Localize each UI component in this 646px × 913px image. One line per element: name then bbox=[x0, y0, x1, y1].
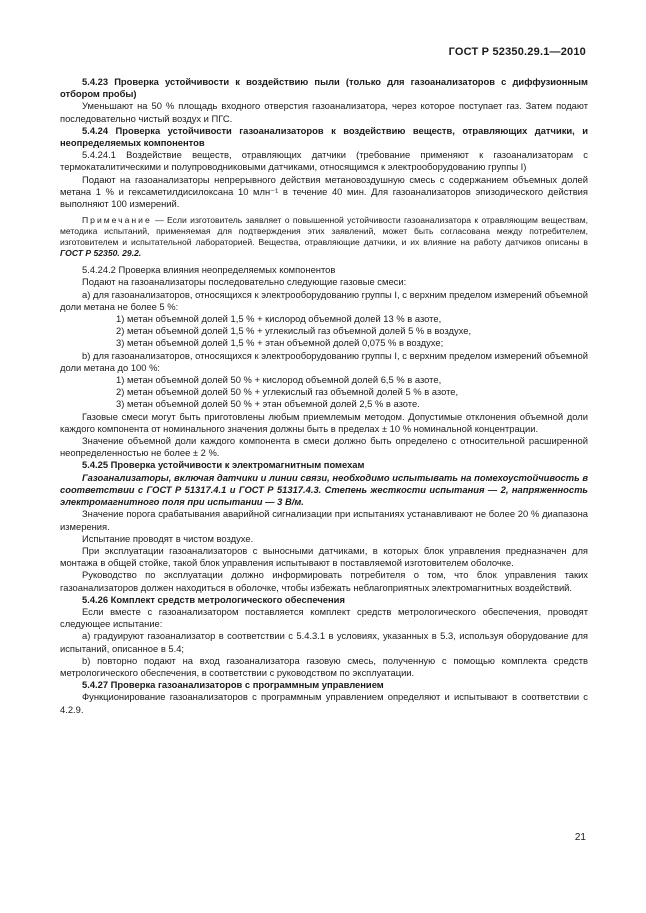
paragraph: Уменьшают на 50 % площадь входного отверстия газоанализатора, через которое поступает газ. Затем подают последовательно чистый воздух и ПГС. bbox=[60, 100, 588, 124]
paragraph: а) градуируют газоанализатор в соответствии с 5.4.3.1 в условиях, указанных в 5.3, используя оборудование для испытаний, описанное в 5.4; bbox=[60, 630, 588, 654]
note-paragraph bbox=[60, 215, 588, 259]
paragraph: Подают на газоанализаторы непрерывного действия метановоздушную смесь с содержанием объемных долей метана 1 % и гексаметилдисилоксана 10 млн⁻¹ в течение 40 мин. Для газоанализаторов эпизодического действия выполняют 100 измерений. bbox=[60, 173, 588, 210]
list-item: 2) метан объемной долей 1,5 % + углекислый газ объемной долей 5 % в воздухе, bbox=[116, 325, 472, 337]
list-item: 1) метан объемной долей 50 % + кислород объемной долей 6,5 % в азоте, bbox=[116, 374, 442, 386]
list-item: 2) метан объемной долей 50 % + углекислый газ объемной долей 5 % в азоте, bbox=[116, 386, 459, 398]
paragraph: b) повторно подают на вход газоанализатора газовую смесь, полученную с помощью комплекта средств метрологического обеспечения, в соответствии с руководством по эксплуатации. bbox=[60, 654, 588, 678]
section-heading-5-4-23: 5.4.23 Проверка устойчивости к воздействию пыли (только для газоанализаторов с диффузионным отбором пробы) bbox=[60, 76, 588, 100]
paragraph: Если вместе с газоанализатором поставляется комплект средств метрологического обеспечения, проводят следующее испытание: bbox=[60, 605, 588, 630]
list-intro-a: а) для газоанализаторов, относящихся к электрооборудованию группы I, с верхним пределом измерений объемной доли метана не более 5 %: bbox=[60, 288, 588, 312]
note-text: — Если изготовитель заявляет о повышенной устойчивости газоанализатора к отравляющим веществам, методика испытаний, применяемая для подтверждения этих заявлений, может быть согласована между потребителем, изготовителем и испытательной лабораторией. Вещества, отравляющие датчики, и их влияние на работу датчиков описаны в bbox=[60, 215, 588, 248]
paragraph: Функционирование газоанализаторов с программным управлением определяют и испытывают в соответствии с 4.2.9. bbox=[60, 691, 588, 715]
list-item: 1) метан объемной долей 1,5 % + кислород объемной долей 13 % в азоте, bbox=[116, 313, 442, 325]
list-item: 3) метан объемной долей 50 % + этан объемной долей 2,5 % в азоте. bbox=[116, 398, 420, 410]
note-label: Примечание bbox=[82, 215, 152, 226]
section-heading-5-4-25: 5.4.25 Проверка устойчивости к электромагнитным помехам bbox=[82, 459, 365, 471]
paragraph: При эксплуатации газоанализаторов с выносными датчиками, в которых блок управления предназначен для монтажа в общей стойке, такой блок управления испытывают в поставляемой изготовителем оболочке. bbox=[60, 544, 588, 569]
section-heading-5-4-27: 5.4.27 Проверка газоанализаторов с программным управлением bbox=[82, 679, 384, 691]
paragraph: Значение порога срабатывания аварийной сигнализации при испытаниях устанавливают не более 20 % диапазона измерения. bbox=[60, 508, 588, 532]
paragraph: Газовые смеси могут быть приготовлены любым приемлемым методом. Допустимые отклонения объемной доли каждого компонента от номинального значения должны быть в пределах ± 10 % номинальной концентрации. bbox=[60, 410, 588, 434]
section-heading-5-4-26: 5.4.26 Комплект средств метрологического обеспечения bbox=[82, 593, 345, 605]
section-heading-5-4-24: 5.4.24 Проверка устойчивости газоанализаторов к воздействию веществ, отравляющих датчики, и неопределяемых компонентов bbox=[60, 124, 588, 149]
paragraph: 5.4.24.1 Воздействие веществ, отравляющих датчики (требование применяют к газоанализаторам с термокаталитическими и полупроводниковыми датчиками, относящимся к электрооборудованию группы I) bbox=[60, 149, 588, 173]
paragraph: 5.4.24.2 Проверка влияния неопределяемых компонентов bbox=[82, 264, 336, 276]
paragraph: Руководство по эксплуатации должно информировать потребителя о том, что блок управления таких газоанализаторов должен находиться в оболочке, чтобы избежать неблагоприятных электромагнитных воздействий. bbox=[60, 569, 588, 593]
emphasized-paragraph: Газоанализаторы, включая датчики и линии связи, необходимо испытывать на помехоустойчивость в соответствии с ГОСТ Р 51317.4.1 и ГОСТ Р 51317.4.3. Степень жесткости испытания — 2, напряженность электромагнитного поля при испытании — 3 В/м. bbox=[60, 471, 588, 508]
note-reference: ГОСТ Р 52350. 29.2. bbox=[60, 248, 142, 259]
page-number: 21 bbox=[574, 832, 586, 843]
list-intro-b: b) для газоанализаторов, относящихся к электрооборудованию группы I, с верхним пределом измерений объемной доли метана до 100 %: bbox=[60, 349, 588, 373]
document-header: ГОСТ Р 52350.29.1—2010 bbox=[448, 46, 586, 58]
paragraph: Подают на газоанализаторы последовательно следующие газовые смеси: bbox=[82, 276, 407, 288]
page-body bbox=[60, 76, 588, 716]
list-item: 3) метан объемной долей 1,5 % + этан объемной долей 0,075 % в воздухе; bbox=[116, 337, 444, 349]
paragraph: Значение объемной доли каждого компонента в смеси должно быть определено с относительной расширенной неопределенностью не более ± 2 %. bbox=[60, 435, 588, 459]
paragraph: Испытание проводят в чистом воздухе. bbox=[82, 532, 254, 544]
